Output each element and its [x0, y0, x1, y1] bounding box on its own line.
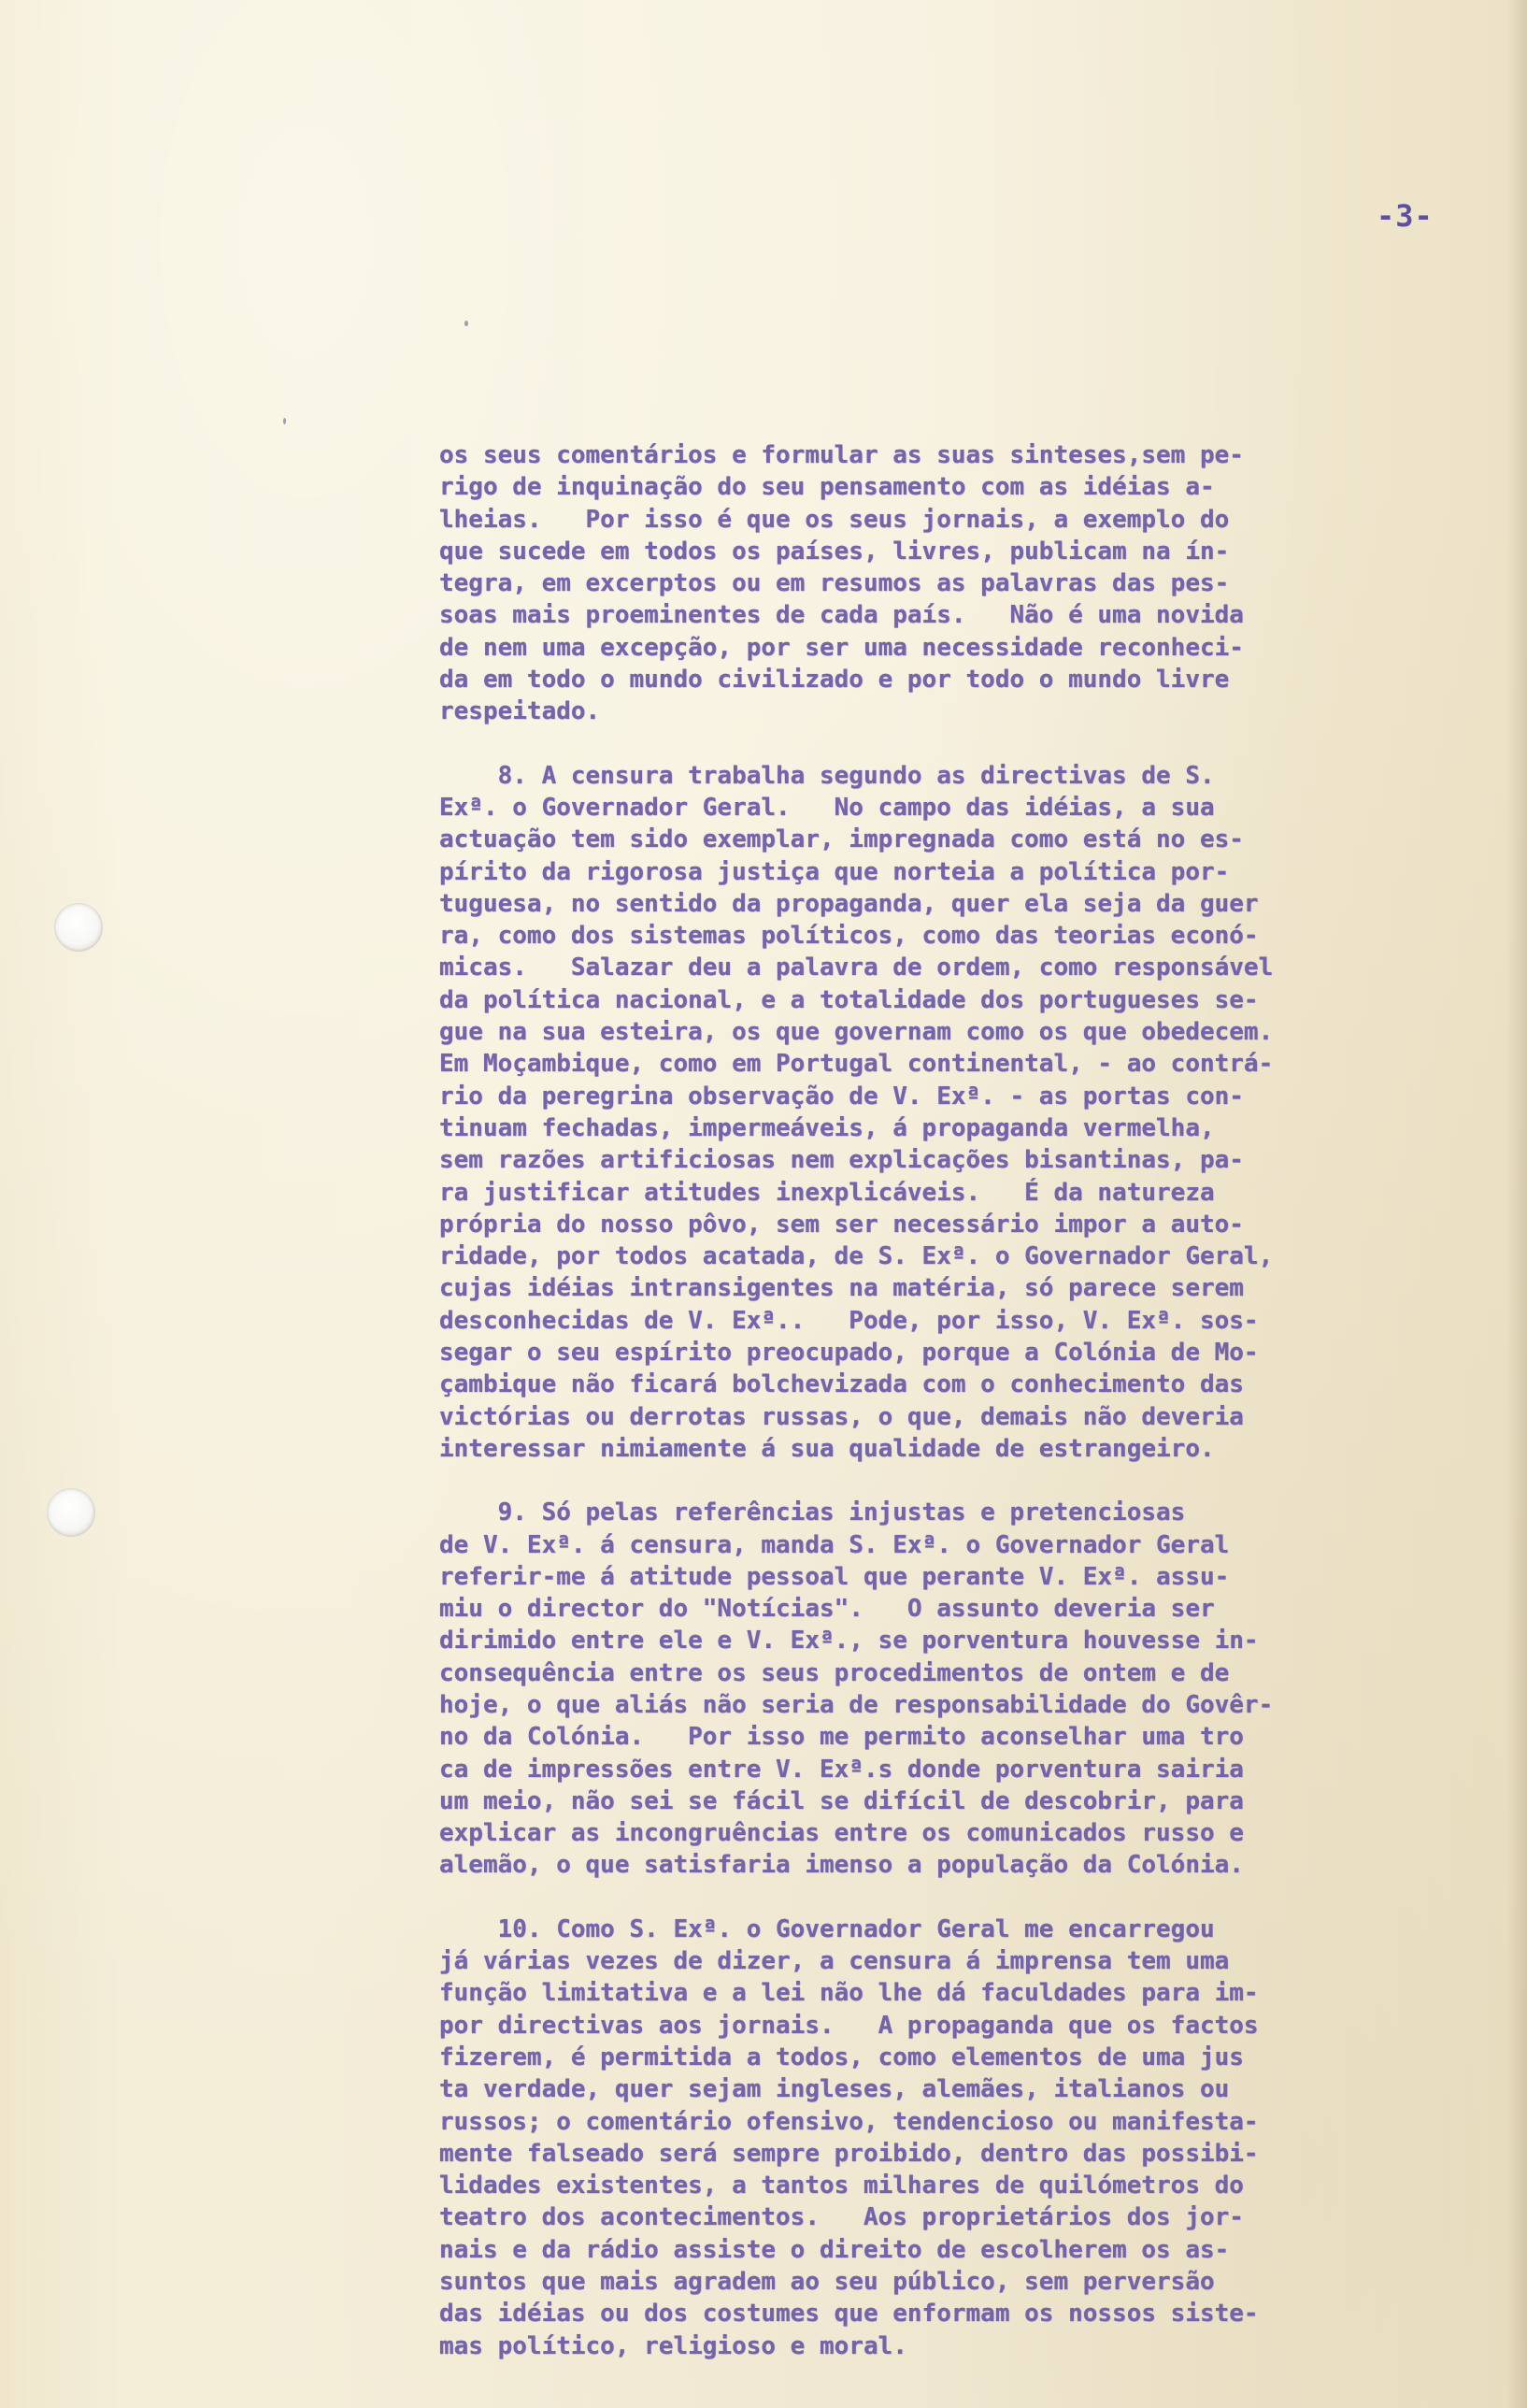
text-line: desconhecidas de V. Exª.. Pode, por isso, V. Exª. sos-: [439, 1306, 1259, 1335]
text-line: mas político, religioso e moral.: [439, 2331, 907, 2360]
text-line: fizerem, é permitida a todos, como elementos de uma jus: [439, 2042, 1244, 2071]
text-line: lheias. Por isso é que os seus jornais, a exemplo do: [439, 505, 1230, 534]
paragraph-gap: [439, 1465, 1477, 1497]
text-line: ridade, por todos acatada, de S. Exª. o Governador Geral,: [439, 1242, 1274, 1271]
text-line: suntos que mais agradem ao seu público, sem perversão: [439, 2268, 1215, 2297]
text-line: por directivas aos jornais. A propaganda que os factos: [439, 2011, 1259, 2040]
text-line: lidades existentes, a tantos milhares de quilómetros do: [439, 2172, 1244, 2200]
text-line: rio da peregrina observação de V. Exª. - as portas con-: [439, 1082, 1244, 1111]
text-line: micas. Salazar deu a palavra de ordem, como responsável: [439, 953, 1274, 982]
text-line: respeitado.: [439, 697, 601, 726]
text-line: teatro dos acontecimentos. Aos proprietários dos jor-: [439, 2203, 1244, 2232]
text-line: tuguesa, no sentido da propaganda, quer ela seja da guer: [439, 889, 1259, 918]
punch-hole: [54, 903, 103, 952]
text-line: ta verdade, quer sejam ingleses, alemães, italianos ou: [439, 2075, 1230, 2104]
text-line: que sucede em todos os países, livres, publicam na ín-: [439, 537, 1230, 566]
text-line: hoje, o que aliás não seria de responsabilidade do Govêr-: [439, 1690, 1274, 1719]
text-line: segar o seu espírito preocupado, porque a Colónia de Mo-: [439, 1339, 1259, 1368]
page-edge-shadow: [1506, 0, 1527, 2408]
text-line: actuação tem sido exemplar, impregnada como está no es-: [439, 825, 1244, 854]
text-line: função limitativa e a lei não lhe dá faculdades para im-: [439, 1979, 1259, 2008]
text-line: mente falseado será sempre proibido, dentro das possibi-: [439, 2139, 1259, 2168]
text-line: consequência entre os seus procedimentos de ontem e de: [439, 1658, 1230, 1687]
text-line: rigo de inquinação do seu pensamento com as idéias a-: [439, 473, 1215, 502]
text-line: da em todo o mundo civilizado e por todo o mundo livre: [439, 666, 1230, 695]
text-line: 8. A censura trabalha segundo as directivas de S.: [439, 761, 1215, 790]
text-line: alemão, o que satisfaria imenso a população da Colónia.: [439, 1851, 1244, 1880]
paragraph: [439, 1497, 1477, 1882]
text-line: dirimido entre ele e V. Exª., se porventura houvesse in-: [439, 1627, 1259, 1656]
page-number: -3-: [1377, 198, 1434, 234]
text-line: os seus comentários e formular as suas sinteses,sem pe-: [439, 441, 1244, 469]
text-line: um meio, não sei se fácil se difícil de descobrir, para: [439, 1786, 1244, 1815]
text-line: própria do nosso pôvo, sem ser necessário impor a auto-: [439, 1210, 1244, 1239]
document-body: [439, 439, 1477, 2362]
text-line: ra, como dos sistemas políticos, como das teorias econó-: [439, 922, 1259, 951]
text-line: gue na sua esteira, os que governam como os que obedecem.: [439, 1018, 1274, 1047]
paragraph: [439, 439, 1477, 728]
ink-speck: [464, 321, 468, 326]
text-line: explicar as incongruências entre os comunicados russo e: [439, 1819, 1244, 1848]
text-line: tinuam fechadas, impermeáveis, á propaganda vermelha,: [439, 1113, 1215, 1142]
punch-hole: [47, 1488, 95, 1537]
text-line: russos; o comentário ofensivo, tendencioso ou manifesta-: [439, 2107, 1259, 2136]
text-line: no da Colónia. Por isso me permito aconselhar uma tro: [439, 1723, 1244, 1752]
text-line: cujas idéias intransigentes na matéria, só parece serem: [439, 1274, 1244, 1303]
text-line: tegra, em excerptos ou em resumos as palavras das pes-: [439, 569, 1230, 598]
paragraph: [439, 760, 1477, 1466]
text-line: Exª. o Governador Geral. No campo das idéias, a sua: [439, 793, 1215, 822]
text-line: ca de impressões entre V. Exª.s donde porventura sairia: [439, 1755, 1244, 1784]
text-line: referir-me á atitude pessoal que perante V. Exª. assu-: [439, 1562, 1230, 1591]
text-line: ra justificar atitudes inexplicáveis. É da natureza: [439, 1178, 1215, 1207]
text-line: de V. Exª. á censura, manda S. Exª. o Governador Geral: [439, 1530, 1230, 1559]
paragraph-gap: [439, 1882, 1477, 1914]
text-line: da política nacional, e a totalidade dos portugueses se-: [439, 985, 1259, 1014]
text-line: Em Moçambique, como em Portugal continental, - ao contrá-: [439, 1050, 1274, 1079]
text-line: já várias vezes de dizer, a censura á imprensa tem uma: [439, 1947, 1230, 1976]
text-line: miu o director do "Notícias". O assunto deveria ser: [439, 1595, 1215, 1624]
text-line: pírito da rigorosa justiça que norteia a política por-: [439, 857, 1230, 886]
paragraph-gap: [439, 728, 1477, 760]
text-line: sem razões artificiosas nem explicações bisantinas, pa-: [439, 1146, 1244, 1175]
text-line: nais e da rádio assiste o direito de escolherem os as-: [439, 2235, 1230, 2264]
text-line: victórias ou derrotas russas, o que, demais não deveria: [439, 1402, 1244, 1431]
ink-speck: [283, 418, 286, 424]
paragraph: [439, 1914, 1477, 2362]
text-line: soas mais proeminentes de cada país. Não é uma novida: [439, 601, 1244, 630]
text-line: de nem uma excepção, por ser uma necessidade reconheci-: [439, 633, 1244, 662]
text-line: 10. Como S. Exª. o Governador Geral me encarregou: [439, 1914, 1215, 1943]
text-line: interessar nimiamente á sua qualidade de estrangeiro.: [439, 1434, 1215, 1463]
text-line: das idéias ou dos costumes que enformam os nossos siste-: [439, 2300, 1259, 2329]
text-line: 9. Só pelas referências injustas e pretenciosas: [439, 1498, 1186, 1527]
text-line: çambique não ficará bolchevizada com o conhecimento das: [439, 1370, 1244, 1399]
